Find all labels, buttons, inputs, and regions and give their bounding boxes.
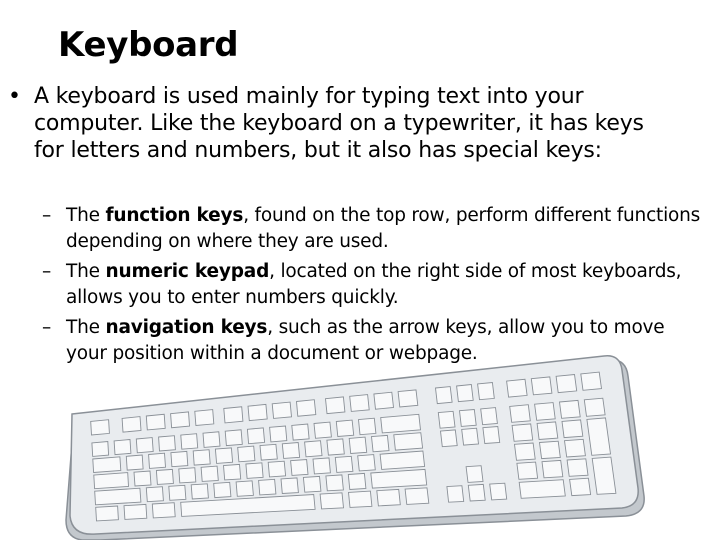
key [292, 424, 309, 440]
key [349, 491, 372, 507]
sub-item-prefix: The [66, 261, 106, 282]
key [326, 397, 345, 414]
numpad-key [584, 398, 605, 416]
key [335, 456, 353, 472]
key [246, 463, 263, 479]
numpad-key [510, 405, 531, 423]
sub-item-numeric-keypad [66, 259, 706, 311]
key [281, 478, 298, 494]
key [441, 430, 458, 447]
key [193, 450, 210, 465]
key [282, 443, 299, 459]
key [336, 420, 353, 436]
key [303, 476, 321, 492]
key [305, 441, 322, 457]
key [398, 390, 418, 407]
key [270, 426, 287, 442]
sub-item-suffix: , such as the arrow keys, allow you to move your position within a document or webpage. [66, 317, 665, 364]
key [327, 439, 344, 455]
numpad-key [515, 443, 536, 460]
key [377, 489, 401, 506]
key [359, 418, 376, 435]
key [146, 487, 163, 502]
key [291, 460, 308, 476]
numpad-key [570, 478, 591, 495]
numpad-key [567, 459, 588, 477]
numpad-key [542, 460, 563, 477]
key [169, 485, 186, 500]
key [462, 428, 479, 445]
key [358, 455, 376, 471]
arrow-key [490, 483, 507, 500]
slide-title: Keyboard [58, 25, 239, 65]
key [215, 448, 232, 464]
arrow-key [466, 466, 483, 483]
sub-item-term: numeric keypad [105, 261, 270, 282]
key [156, 469, 173, 484]
sub-marker: – [42, 317, 52, 338]
key [95, 488, 141, 505]
key [238, 446, 255, 462]
key [371, 469, 427, 488]
key [146, 414, 165, 430]
key [372, 435, 390, 451]
key [381, 414, 421, 433]
sub-item-function-keys [66, 203, 706, 255]
key [152, 503, 175, 518]
key [394, 433, 423, 450]
key [460, 410, 477, 427]
key [405, 488, 429, 505]
key [248, 404, 267, 420]
key [122, 417, 141, 433]
key [159, 436, 176, 451]
key [203, 432, 220, 448]
arrow-key [447, 486, 464, 503]
key [350, 395, 370, 412]
key [214, 482, 231, 497]
key [236, 481, 253, 497]
key [126, 455, 143, 470]
key [124, 504, 147, 519]
key [181, 434, 198, 450]
key [297, 400, 316, 417]
key [313, 458, 330, 474]
numpad-key [540, 441, 561, 458]
key [96, 506, 119, 521]
key [478, 383, 495, 400]
key [349, 437, 367, 453]
key [481, 408, 498, 425]
key [507, 379, 527, 397]
sub-marker: – [42, 261, 52, 282]
sub-item-navigation-keys [66, 315, 706, 367]
key [320, 493, 343, 509]
key [171, 451, 188, 466]
key [149, 453, 166, 468]
key [225, 430, 242, 446]
sub-item-suffix: , located on the right side of most keyboards, allows you to enter numbers quickly. [66, 261, 682, 308]
key [268, 461, 285, 477]
sub-item-term: function keys [105, 205, 244, 226]
key [94, 473, 129, 489]
sub-item-prefix: The [66, 205, 106, 226]
numpad-key [537, 422, 558, 440]
key [191, 484, 208, 499]
sub-marker: – [42, 205, 52, 226]
key [260, 444, 277, 460]
key [114, 440, 131, 455]
key [314, 422, 331, 438]
numpad-key [517, 462, 538, 479]
key [92, 442, 109, 457]
bullet-marker: • [8, 84, 21, 109]
key [134, 471, 151, 486]
key [91, 420, 110, 435]
key [136, 438, 153, 453]
key [272, 402, 291, 418]
sub-item-suffix: , found on the top row, perform different functions depending on where they are used. [66, 205, 701, 252]
numpad-key [519, 480, 565, 499]
numpad-key [565, 439, 586, 457]
numpad-key [535, 403, 556, 421]
key [247, 428, 264, 444]
key [348, 473, 366, 489]
key [374, 392, 394, 409]
key [483, 427, 500, 444]
numpad-key [560, 400, 581, 418]
key [438, 411, 455, 428]
bullet-text: A keyboard is used mainly for typing text into your computer. Like the keyboard on a typewriter, it has keys for letters and numbers, but it also has special keys: [34, 84, 644, 163]
key [380, 451, 425, 469]
key [436, 387, 453, 404]
numpad-key [562, 420, 583, 438]
key [224, 464, 241, 480]
key [326, 475, 344, 491]
key [171, 412, 190, 428]
key [93, 457, 121, 473]
sub-item-prefix: The [66, 317, 106, 338]
numpad-key [512, 424, 533, 441]
sub-item-term: navigation keys [105, 317, 268, 338]
arrow-key [468, 484, 485, 501]
key [259, 479, 276, 495]
key [179, 468, 196, 483]
key [201, 466, 218, 481]
key [457, 385, 474, 402]
key [224, 407, 243, 423]
key [195, 410, 214, 426]
